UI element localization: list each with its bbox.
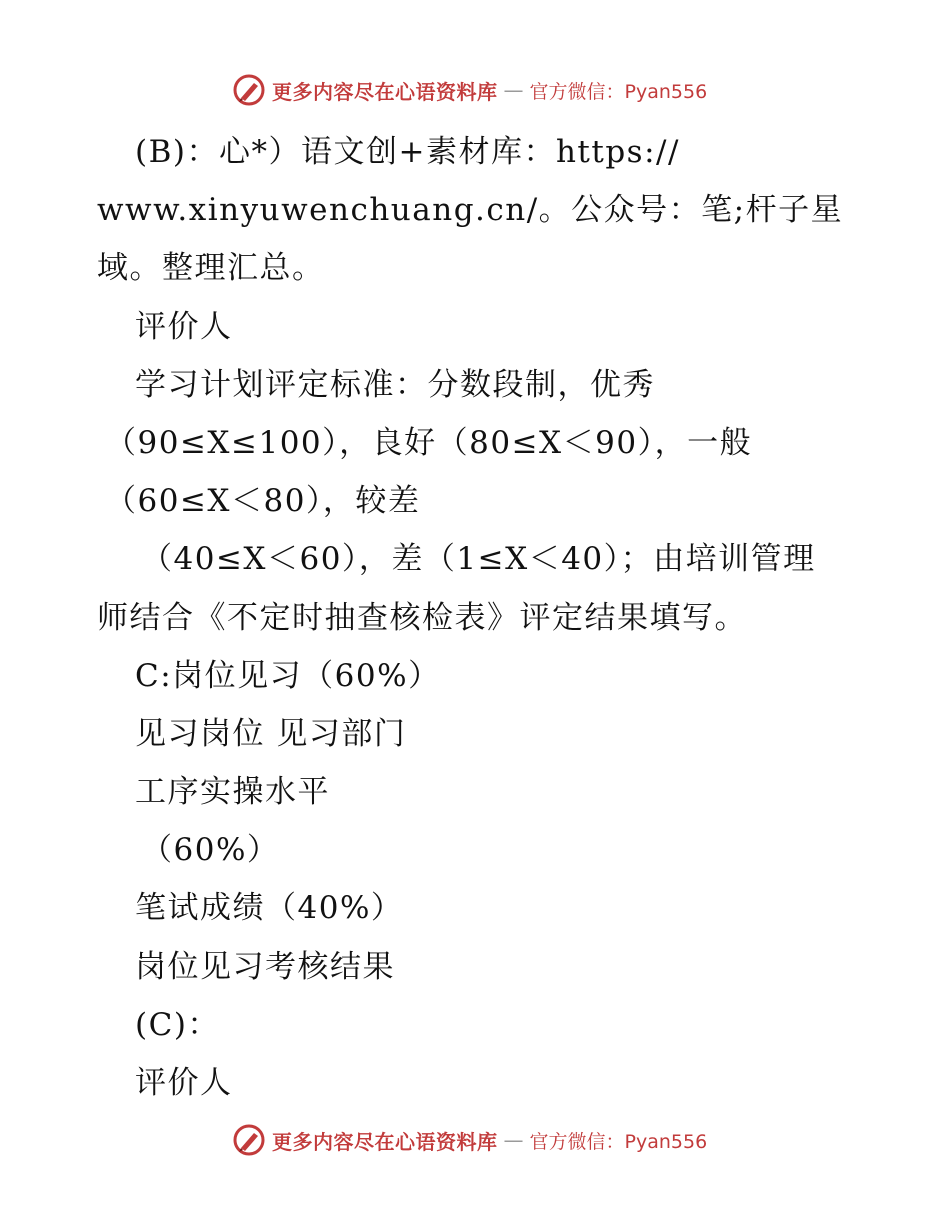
banner-contact: 官方微信：Pyan556 xyxy=(529,1130,708,1153)
text-line-13: （60%） xyxy=(141,832,280,869)
text-line-1: (B)：心*）语文创+素材库：https:// xyxy=(135,134,680,170)
text-line-17: 评价人 xyxy=(135,1065,233,1101)
text-line-9: 师结合《不定时抽查核检表》评定结果填写。 xyxy=(97,599,747,636)
header-banner xyxy=(232,70,732,110)
banner-contact: 官方微信：Pyan556 xyxy=(529,80,708,103)
text-line-14: 笔试成绩（40%） xyxy=(135,890,404,927)
text-line-11: 见习岗位 见习部门 xyxy=(135,715,407,752)
text-line-6: （90≤X≤100），良好（80≤X＜90），一般 xyxy=(105,424,753,461)
text-line-3: 域。整理汇总。 xyxy=(97,250,325,287)
document-body xyxy=(97,123,857,1112)
pen-logo-icon xyxy=(232,1123,266,1157)
text-line-4: 评价人 xyxy=(135,308,233,345)
text-line-16: (C)： xyxy=(135,1006,220,1043)
text-line-8: （40≤X＜60），差（1≤X＜40）；由培训管理 xyxy=(141,541,816,578)
banner-title: 更多内容尽在心语资料库 xyxy=(272,79,498,104)
text-line-10: C:岗位见习（60%） xyxy=(135,657,441,694)
footer-banner xyxy=(232,1120,732,1160)
text-line-7: （60≤X＜80），较差 xyxy=(105,483,421,520)
pen-logo-icon xyxy=(232,73,266,107)
banner-dash: — xyxy=(503,1128,524,1152)
text-line-12: 工序实操水平 xyxy=(135,774,330,811)
text-line-5: 学习计划评定标准：分数段制，优秀 xyxy=(135,366,655,403)
text-line-2: www.xinyuwenchuang.cn/。公众号：笔;杆子星 xyxy=(97,192,844,229)
banner-dash: — xyxy=(503,78,524,102)
banner-title: 更多内容尽在心语资料库 xyxy=(272,1129,498,1154)
text-line-15: 岗位见习考核结果 xyxy=(135,948,395,985)
